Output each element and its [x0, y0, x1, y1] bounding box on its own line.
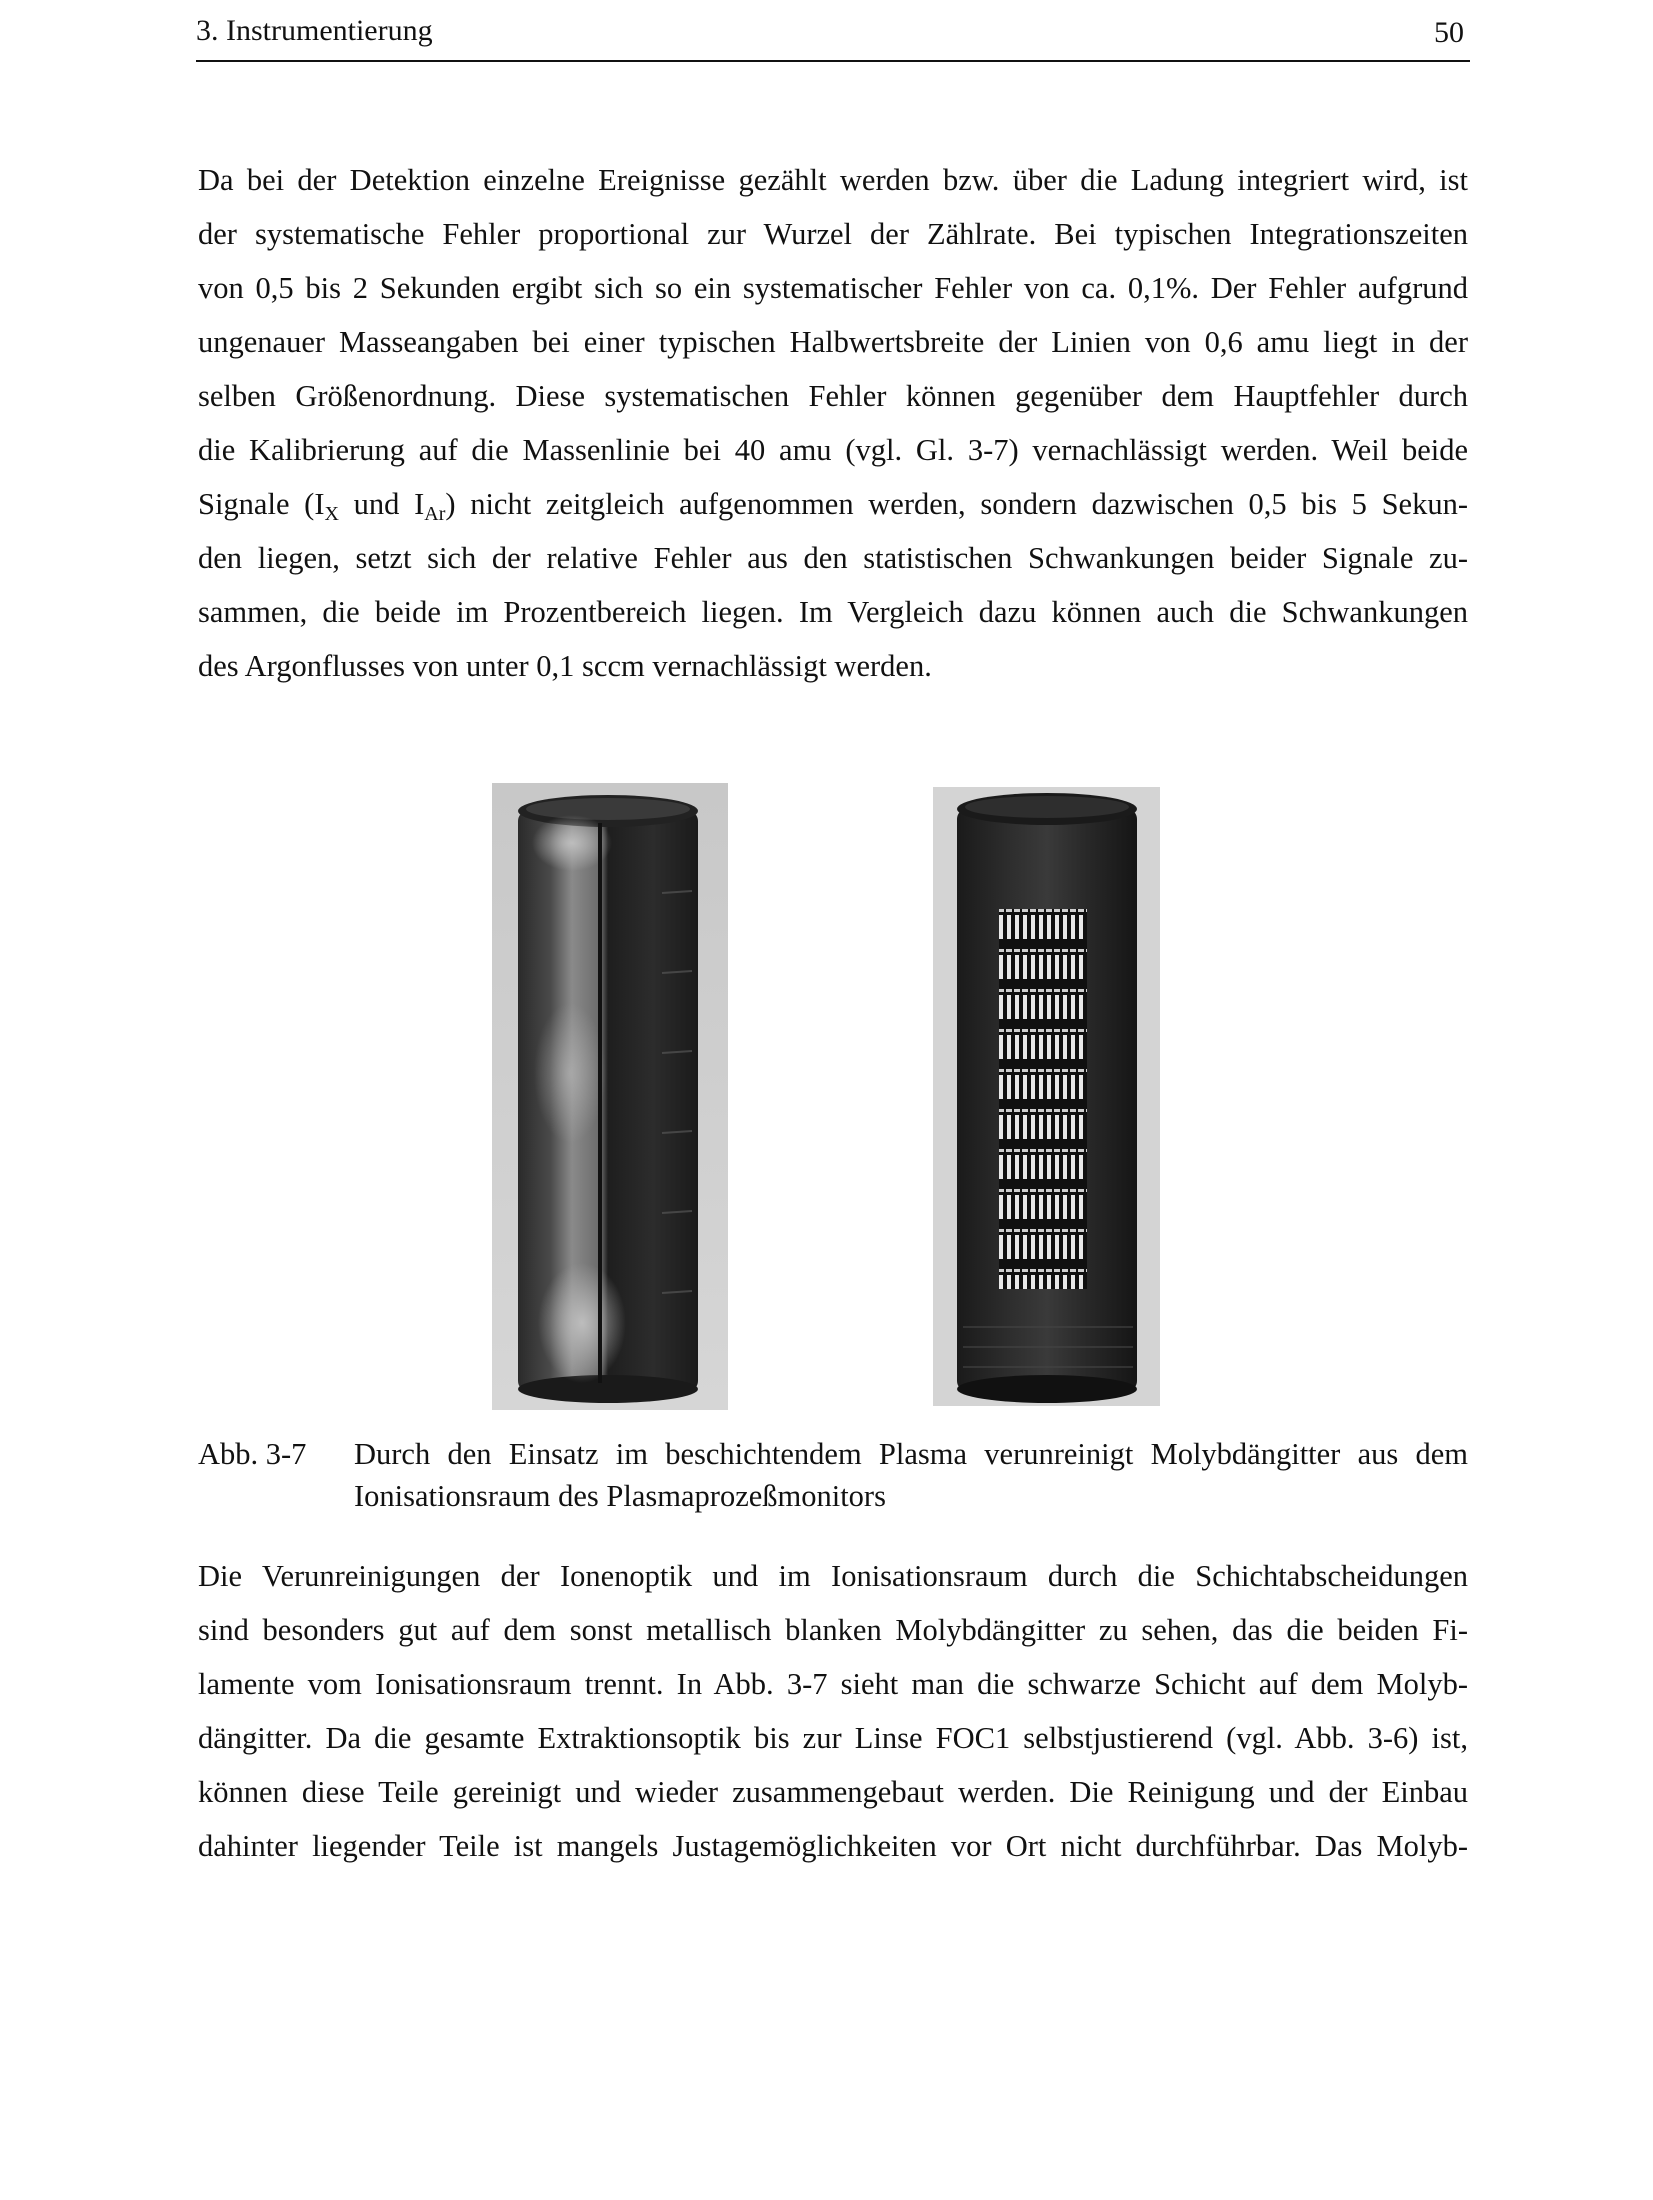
- cylinder-grid-image: [933, 787, 1160, 1406]
- text-line: von 0,5 bis 2 Sekunden ergibt sich so ein systematischer Fehler von ca. 0,1%. Der Fehler aufgrund: [198, 271, 1468, 305]
- text-line: selben Größenordnung. Diese systematischen Fehler können gegenüber dem Hauptfehler durch: [198, 379, 1468, 413]
- page-header: [196, 8, 1470, 62]
- text-line: sammen, die beide im Prozentbereich liegen. Im Vergleich dazu können auch die Schwankungen: [198, 595, 1468, 629]
- text-fragment: und I: [338, 487, 425, 521]
- chapter-title: 3. Instrumentierung: [196, 14, 433, 47]
- paragraph-2: [198, 1549, 1468, 1873]
- photo-contaminated-cylinder-side: [492, 783, 728, 1410]
- text-line: ungenauer Masseangaben bei einer typischen Halbwertsbreite der Linien von 0,6 amu liegt in der: [198, 325, 1468, 359]
- caption-line: Ionisationsraum des Plasmaprozeßmonitors: [354, 1479, 886, 1513]
- text-line-with-subscripts: [198, 477, 1468, 531]
- text-line: sind besonders gut auf dem sonst metallisch blanken Molybdängitter zu sehen, das die beiden Fi-: [198, 1613, 1468, 1647]
- figure-label: Abb. 3-7: [198, 1437, 307, 1471]
- subscript: Ar: [424, 503, 446, 525]
- text-line: den liegen, setzt sich der relative Fehler aus den statistischen Schwankungen beider Signale zu-: [198, 541, 1468, 575]
- photo-contaminated-cylinder-grid: [933, 787, 1160, 1406]
- paragraph-1: [198, 153, 1468, 693]
- text-line: der systematische Fehler proportional zur Wurzel der Zählrate. Bei typischen Integrationszeiten: [198, 217, 1468, 251]
- text-line: dängitter. Da die gesamte Extraktionsoptik bis zur Linse FOC1 selbstjustierend (vgl. Abb. 3-6) ist,: [198, 1721, 1468, 1755]
- text-fragment: Signale (I: [198, 487, 325, 521]
- text-line: können diese Teile gereinigt und wieder zusammengebaut werden. Die Reinigung und der Einbau: [198, 1775, 1468, 1809]
- text-line: des Argonflusses von unter 0,1 sccm vernachlässigt werden.: [198, 649, 932, 683]
- text-line: lamente vom Ionisationsraum trennt. In Abb. 3-7 sieht man die schwarze Schicht auf dem Molyb-: [198, 1667, 1468, 1701]
- subscript: X: [324, 503, 339, 525]
- text-fragment: ) nicht zeitgleich aufgenommen werden, sondern dazwischen 0,5 bis 5 Sekun-: [445, 487, 1468, 521]
- page-number: 50: [1434, 16, 1464, 49]
- caption-text: [354, 1433, 1468, 1517]
- cylinder-side-image: [492, 783, 728, 1410]
- caption-line: Durch den Einsatz im beschichtendem Plasma verunreinigt Molybdängitter aus dem: [354, 1437, 1468, 1471]
- text-line: Da bei der Detektion einzelne Ereignisse gezählt werden bzw. über die Ladung integriert wird, ist: [198, 163, 1468, 197]
- text-line: die Kalibrierung auf die Massenlinie bei 40 amu (vgl. Gl. 3-7) vernachlässigt werden. Weil beide: [198, 433, 1468, 467]
- text-line: dahinter liegender Teile ist mangels Justagemöglichkeiten vor Ort nicht durchführbar. Das Molyb-: [198, 1829, 1468, 1863]
- text-line: Die Verunreinigungen der Ionenoptik und im Ionisationsraum durch die Schichtabscheidungen: [198, 1559, 1468, 1593]
